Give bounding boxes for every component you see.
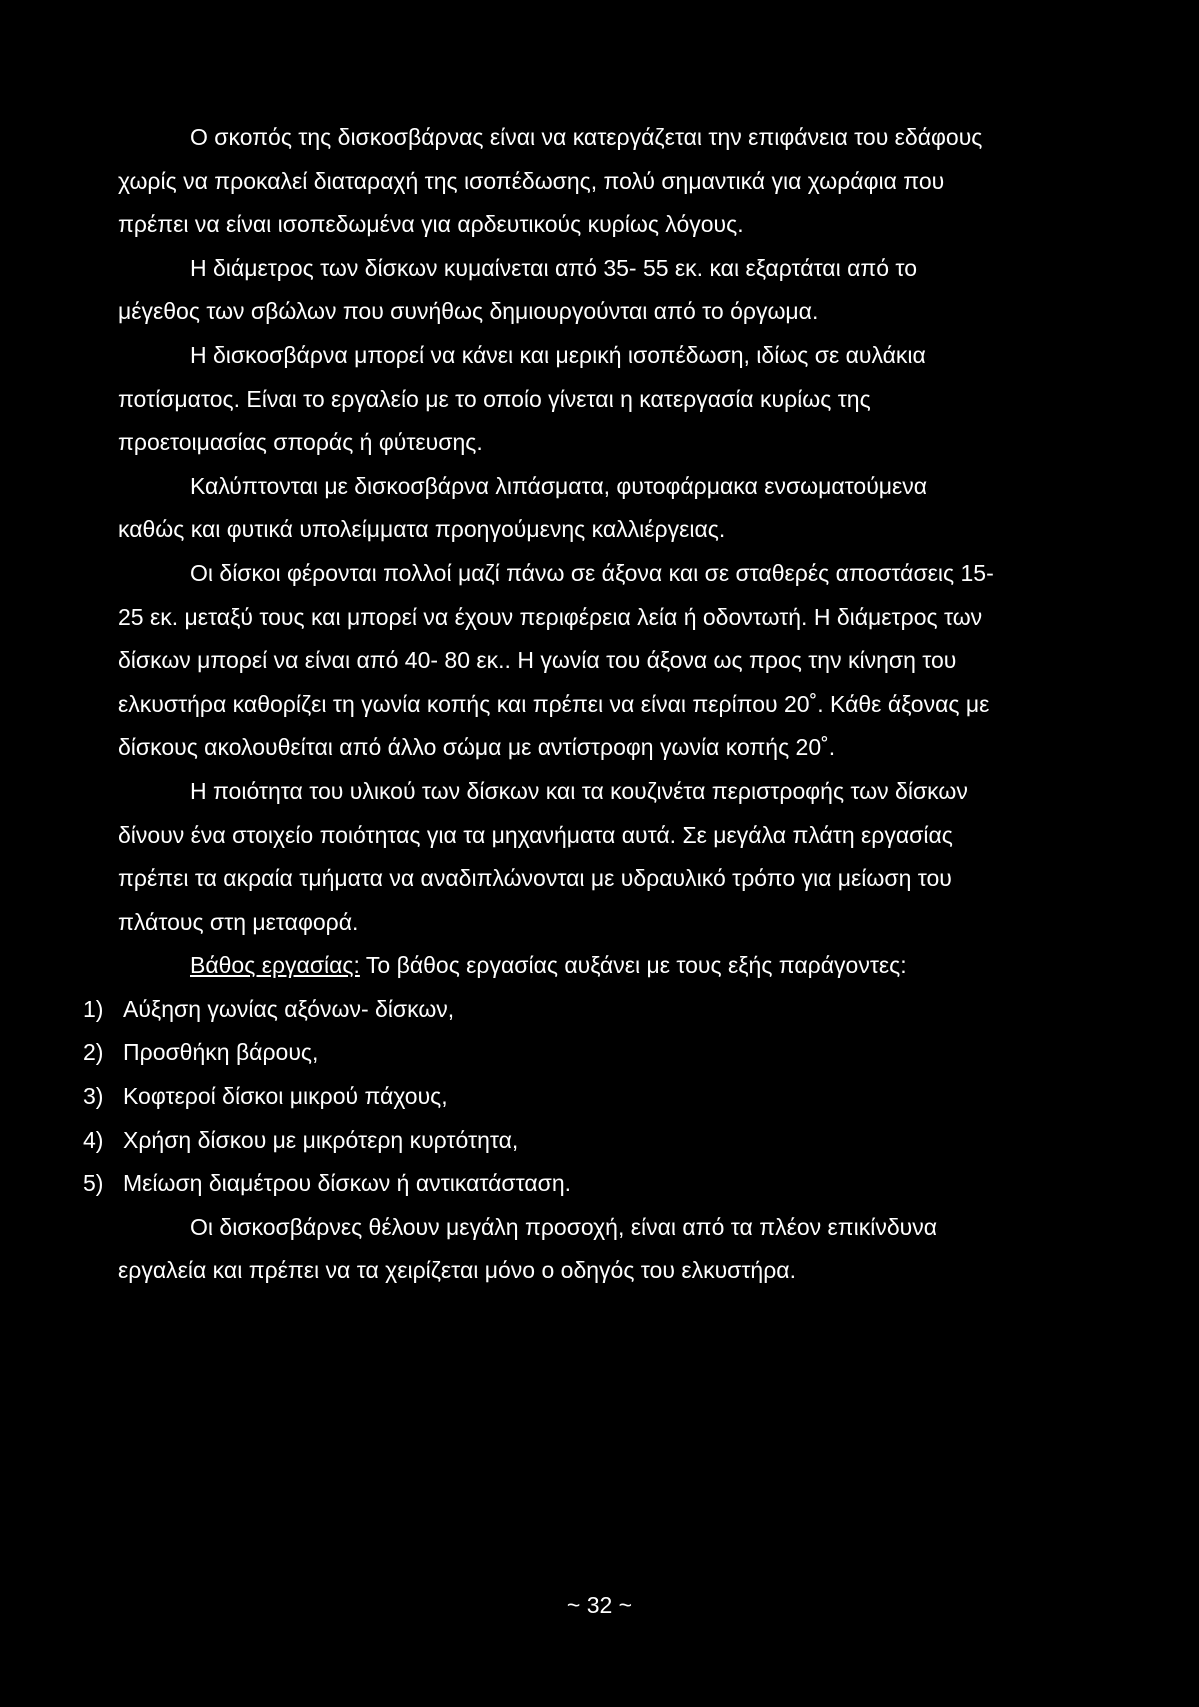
list-text: Κοφτεροί δίσκοι μικρού πάχους, [123, 1083, 448, 1110]
paragraph-safety: Οι δισκοσβάρνες θέλουν μεγάλη προσοχή, είναι από τα πλέον επικίνδυνα εργαλεία και πρέπει να τα χειρίζεται μόνο ο οδηγός του ελκυστήρα. [118, 1213, 938, 1284]
list-item [83, 988, 998, 1032]
list-text: Μείωση διαμέτρου δίσκων ή αντικατάσταση. [123, 1170, 572, 1197]
depth-heading: Βάθος εργασίας: [190, 952, 360, 979]
depth-heading-line [118, 944, 998, 988]
paragraph-axle: Οι δίσκοι φέρονται πολλοί μαζί πάνω σε άξονα και σε σταθερές αποστάσεις 15- 25 εκ. μεταξύ τους και μπορεί να έχουν περιφέρεια λεία ή οδοντωτή. Η διάμετρος των δίσκων μπορεί να είναι από 40- 80 εκ.. Η γωνία του άξονα ως προς την κίνηση του ελκυστήρα καθορίζει τη γωνία κοπής και πρέπει να είναι περίπου 20˚. Κάθε άξονας με δίσκους ακολουθείται από άλλο σώμα με αντίστροφη γωνία κοπής 20˚. [118, 559, 994, 761]
list-number: 3) [83, 1083, 104, 1110]
list-number: 2) [83, 1039, 104, 1066]
paragraph-purpose: Ο σκοπός της δισκοσβάρνας είναι να κατεργάζεται την επιφάνεια του εδάφους χωρίς να προκαλεί διαταραχή της ισοπέδωσης, πολύ σημαντικά για χωράφια που πρέπει να είναι ισοπεδωμένα για αρδευτικούς κυρίως λόγους. [118, 124, 983, 238]
list-text: Αύξηση γωνίας αξόνων- δίσκων, [123, 995, 455, 1022]
paragraph-quality: Η ποιότητα του υλικού των δίσκων και τα κουζινέτα περιστροφής των δίσκων δίνουν ένα στοιχείο ποιότητας για τα μηχανήματα αυτά. Σε μεγάλα πλάτη εργασίας πρέπει τα ακραία τμήματα να αναδιπλώνονται με υδραυλικό τρόπο για μείωση του πλάτους στη μεταφορά. [118, 777, 968, 935]
list-number: 4) [83, 1126, 104, 1153]
paragraph-coverage: Καλύπτονται με δισκοσβάρνα λιπάσματα, φυτοφάρμακα ενσωματούμενα καθώς και φυτικά υπολείμματα προηγούμενης καλλιέργειας. [118, 472, 928, 543]
list-text: Χρήση δίσκου με μικρότερη κυρτότητα, [123, 1126, 519, 1153]
list-item [83, 1162, 998, 1206]
list-text: Προσθήκη βάρους, [123, 1039, 319, 1066]
paragraph-diameter: Η διάμετρος των δίσκων κυμαίνεται από 35- 55 εκ. και εξαρτάται από το μέγεθος των σβώλων που συνήθως δημιουργούνται από το όργωμα. [118, 254, 917, 325]
list-item [83, 1119, 998, 1163]
body-text [83, 116, 998, 1293]
list-item [83, 1075, 998, 1119]
list-number: 5) [83, 1170, 104, 1197]
depth-intro: Το βάθος εργασίας αυξάνει με τους εξής παράγοντες: [359, 952, 907, 979]
list-item [83, 1031, 998, 1075]
paragraph-leveling: Η δισκοσβάρνα μπορεί να κάνει και μερική ισοπέδωση, ιδίως σε αυλάκια ποτίσματος. Είναι το εργαλείο με το οποίο γίνεται η κατεργασία κυρίως της προετοιμασίας σποράς ή φύτευσης. [118, 341, 926, 456]
list-number: 1) [83, 995, 104, 1022]
depth-factor-list [83, 988, 998, 1206]
page-number: ~ 32 ~ [566, 1592, 633, 1618]
